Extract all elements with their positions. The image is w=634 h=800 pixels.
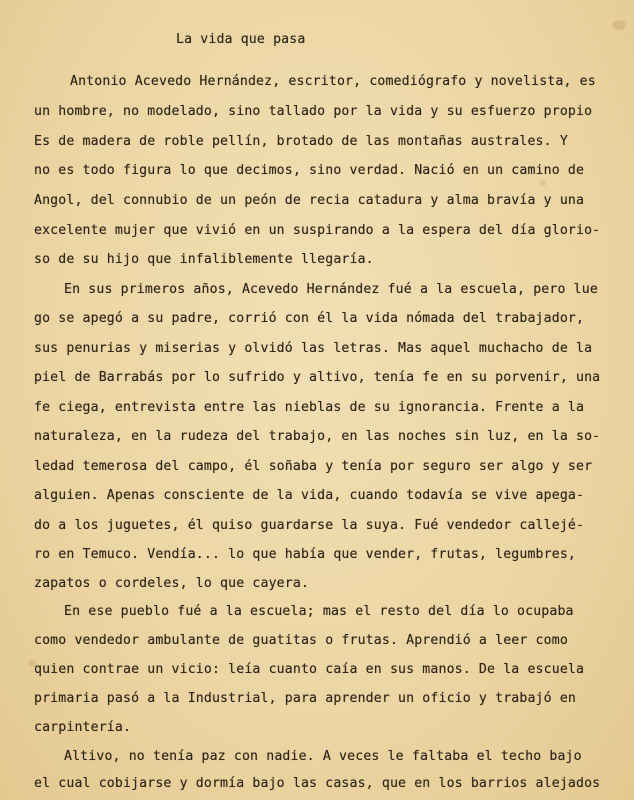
page-title: La vida que pasa [176, 32, 306, 47]
text-line: Angol, del connubio de un peón de recia catadura y alma bravía y una [34, 193, 585, 208]
text-line: En ese pueblo fué a la escuela; mas el resto del día lo ocupaba [64, 604, 574, 619]
text-line: alguien. Apenas consciente de la vida, cuando todavía se vive apega- [34, 488, 585, 503]
text-line: Antonio Acevedo Hernández, escritor, comediógrafo y novelista, es [70, 74, 596, 89]
text-line: fe ciega, entrevista entre las nieblas de su ignorancia. Frente a la [34, 400, 585, 415]
text-line: do a los juguetes, él quiso guardarse la suya. Fué vendedor callejé- [34, 518, 585, 533]
text-line: Altivo, no tenía paz con nadie. A veces le faltaba el techo bajo [64, 749, 582, 764]
text-line: ro en Temuco. Vendía... lo que había que vender, frutas, legumbres, [34, 547, 576, 562]
text-line: excelente mujer que vivió en un suspirando a la espera del día glorio- [34, 223, 601, 238]
text-line: naturaleza, en la rudeza del trabajo, en las noches sin luz, en la so- [34, 429, 601, 444]
text-line: go se apegó a su padre, corrió con él la vida nómada del trabajador, [34, 311, 585, 326]
text-line: carpintería. [34, 720, 132, 735]
text-line: so de su hijo que infaliblemente llegaría. [34, 252, 374, 267]
text-line: sus penurias y miserias y olvidó las letras. Mas aquel muchacho de la [34, 341, 593, 356]
text-line: primaria pasó a la Industrial, para aprender un oficio y trabajó en [34, 691, 576, 706]
paper-stain [612, 20, 626, 30]
text-line: quien contrae un vicio: leía cuanto caía en sus manos. De la escuela [34, 662, 585, 677]
text-line: no es todo figura lo que decimos, sino verdad. Nació en un camino de [34, 163, 585, 178]
text-line: como vendedor ambulante de guatitas o frutas. Aprendió a leer como [34, 633, 568, 648]
text-line: Es de madera de roble pellín, brotado de las montañas australes. Y [34, 134, 568, 149]
paper-stain [540, 180, 546, 186]
text-line: zapatos o cordeles, lo que cayera. [34, 576, 310, 591]
text-line: el cual cobijarse y dormía bajo las casas, que en los barrios alejados [34, 776, 601, 791]
text-line: piel de Barrabás por lo sufrido y altivo, tenía fe en su porvenir, una [34, 370, 601, 385]
text-line: En sus primeros años, Acevedo Hernández fué a la escuela, pero lue [64, 282, 598, 297]
text-line: un hombre, no modelado, sino tallado por la vida y su esfuerzo propio [34, 104, 593, 119]
text-line: ledad temerosa del campo, él soñaba y tenía por seguro ser algo y ser [34, 459, 593, 474]
